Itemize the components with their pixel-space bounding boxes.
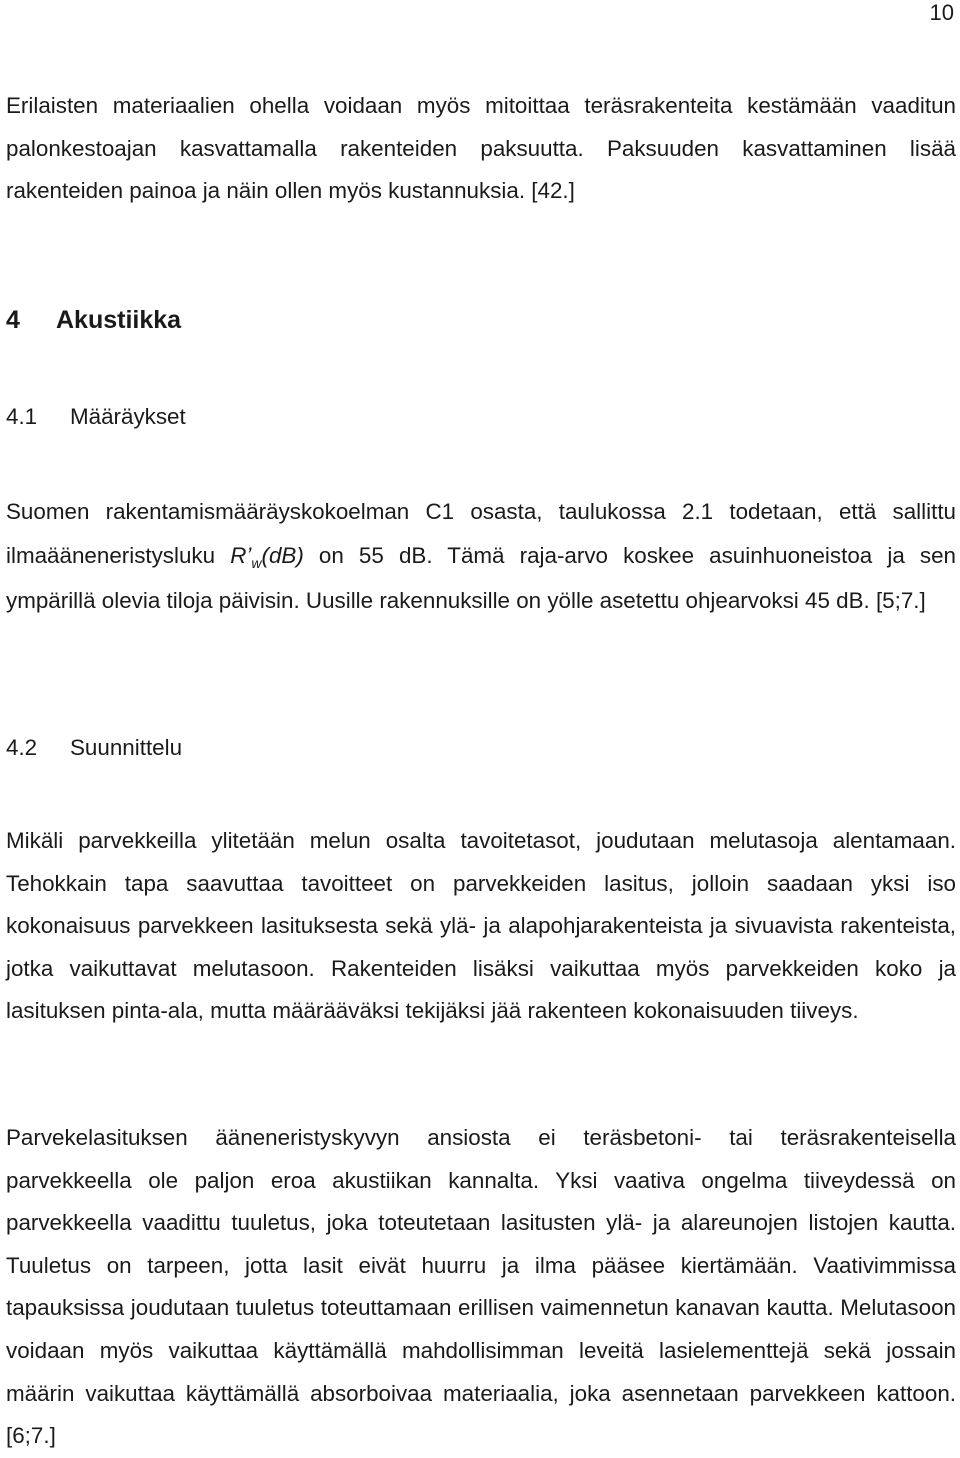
- design-paragraph-1: Mikäli parvekkeilla ylitetään melun osalta tavoitetasot, joudutaan melutasoja alentamaan. Tehokkain tapa saavuttaa tavoitteet on parvekkeiden lasitus, jolloin saadaan yksi iso kokonaisuus parvekkeen lasituksesta sekä ylä- ja alapohjarakenteista ja sivuavista rakenteista, jotka vaikuttavat melutasoon. Rakenteiden lisäksi vaikuttaa myös parvekkeiden koko ja lasituksen pinta-ala, mutta määrääväksi tekijäksi jää rakenteen kokonaisuuden tiiveys.: [6, 828, 956, 1023]
- section-4-1-title: Määräykset: [70, 404, 186, 429]
- section-4-2-number: 4.2: [6, 735, 38, 760]
- section-4-2-title: Suunnittelu: [70, 735, 183, 760]
- intro-section: [6, 85, 956, 213]
- section-4-1-number: 4.1: [6, 404, 38, 429]
- design-paragraph-2: Parvekelasituksen ääneneristyskyvyn ansiosta ei teräsbetoni- tai teräsrakenteisella parvekkeella ole paljon eroa akustiikan kannalta. Yksi vaativa ongelma tiiveydessä on parvekkeella vaadittu tuuletus, joka toteutetaan lasitusten ylä- ja alareunojen listojen kautta. Tuuletus on tarpeen, jotta lasit eivät huurru ja ilma pääsee kiertämään. Vaativimmissa tapauksissa joudutaan tuuletus toteuttamaan erillisen vaimennetun kanavan kautta. Melutasoon voidaan myös vaikuttaa käyttämällä mahdollisimman leveitä lasielementtejä sekä jossain määrin vaikuttaa käyttämällä absorboivaa materiaalia, joka asennetaan parvekkeen kattoon. [6;7.]: [6, 1125, 956, 1449]
- sound-insulation-subscript: w: [251, 555, 262, 572]
- section-4-title: Akustiikka: [56, 306, 182, 334]
- sound-insulation-unit: (dB): [261, 543, 304, 569]
- regulation-paragraph: [6, 490, 956, 623]
- section-4-number: 4: [6, 306, 20, 334]
- regulation-text-after: on 55 dB. Tämä raja-arvo koskee asuinhuoneistoa ja sen ympärillä olevia tiloja päivisin. Uusille rakennuksille on yölle asetettu ohjearvoksi 45 dB. [5;7.]: [6, 543, 956, 613]
- sound-insulation-symbol: R’: [230, 543, 252, 569]
- section-4-2-body: [6, 820, 956, 1033]
- section-4-heading: [6, 302, 181, 338]
- intro-paragraph: Erilaisten materiaalien ohella voidaan myös mitoittaa teräsrakenteita kestämään vaaditun palonkestoajan kasvattamalla rakenteiden paksuutta. Paksuuden kasvattaminen lisää rakenteiden painoa ja näin ollen myös kustannuksia. [42.]: [6, 93, 956, 203]
- section-4-1-heading: [6, 402, 186, 432]
- page-number: 10: [929, 0, 954, 25]
- regulation-text-before: Suomen rakentamismääräyskokoelman C1 osasta, taulukossa 2.1 todetaan, että sallittu ilmaääneneristysluku: [6, 499, 956, 569]
- section-4-1-body: [6, 490, 956, 623]
- section-4-2-body-2: [6, 1117, 956, 1458]
- section-4-2-heading: [6, 733, 182, 763]
